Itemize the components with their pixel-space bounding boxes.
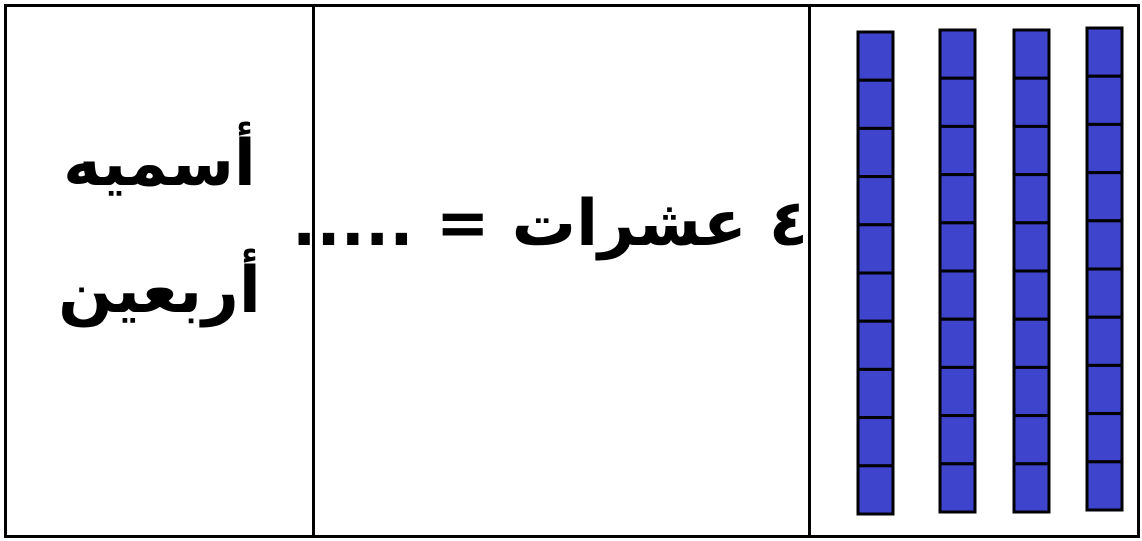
- unit-cube: [1014, 126, 1049, 174]
- unit-cube: [1014, 367, 1049, 415]
- unit-cube: [1014, 223, 1049, 271]
- unit-cube: [1087, 317, 1122, 365]
- ten-rod: [858, 32, 893, 514]
- unit-cube: [1014, 271, 1049, 319]
- unit-cube: [858, 369, 893, 417]
- unit-cube: [1087, 414, 1122, 462]
- tens-equation-cell: [292, 7, 811, 535]
- tens-equation: ٤ عشرات = .....: [292, 187, 808, 261]
- ten-rod: [1087, 28, 1122, 510]
- unit-cube: [940, 78, 975, 126]
- unit-cube: [1014, 175, 1049, 223]
- unit-cube: [940, 223, 975, 271]
- unit-cube: [1014, 78, 1049, 126]
- unit-cube: [940, 319, 975, 367]
- number-name-value: أربعين: [58, 254, 261, 328]
- unit-cube: [1014, 416, 1049, 464]
- unit-cube: [858, 418, 893, 466]
- unit-cube: [940, 416, 975, 464]
- tens-rods-cell: [811, 7, 1137, 535]
- unit-cube: [858, 128, 893, 176]
- unit-cube: [1087, 124, 1122, 172]
- unit-cube: [1014, 30, 1049, 78]
- unit-cube: [1087, 365, 1122, 413]
- unit-cube: [858, 32, 893, 80]
- number-name-label: أسميه: [63, 127, 256, 201]
- unit-cube: [858, 225, 893, 273]
- unit-cube: [1014, 464, 1049, 512]
- tens-rods-graphic: [811, 7, 1137, 535]
- unit-cube: [858, 466, 893, 514]
- place-value-table: [4, 4, 1140, 538]
- unit-cube: [940, 464, 975, 512]
- unit-cube: [858, 80, 893, 128]
- unit-cube: [940, 126, 975, 174]
- unit-cube: [858, 321, 893, 369]
- unit-cube: [858, 177, 893, 225]
- unit-cube: [940, 367, 975, 415]
- number-name-cell: [7, 7, 315, 535]
- unit-cube: [1087, 76, 1122, 124]
- unit-cube: [940, 175, 975, 223]
- unit-cube: [858, 273, 893, 321]
- unit-cube: [940, 30, 975, 78]
- ten-rod: [1014, 30, 1049, 512]
- unit-cube: [1087, 269, 1122, 317]
- unit-cube: [940, 271, 975, 319]
- ten-rod: [940, 30, 975, 512]
- unit-cube: [1087, 28, 1122, 76]
- unit-cube: [1087, 173, 1122, 221]
- unit-cube: [1087, 221, 1122, 269]
- unit-cube: [1087, 462, 1122, 510]
- unit-cube: [1014, 319, 1049, 367]
